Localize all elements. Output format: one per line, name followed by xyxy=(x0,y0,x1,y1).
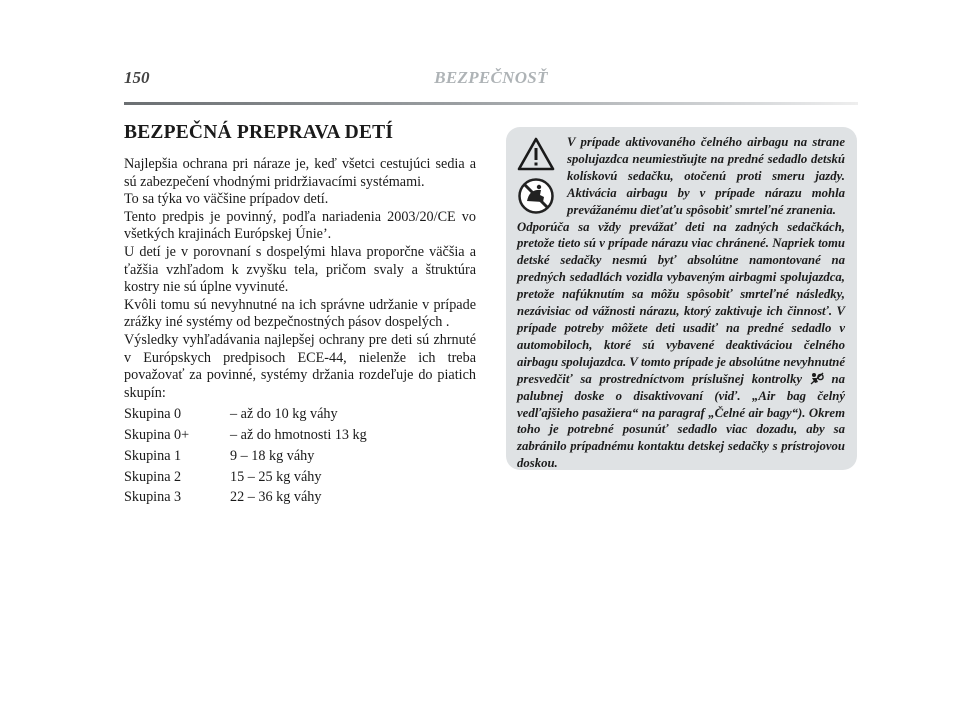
paragraph: Kvôli tomu sú nevyhnutné na ich správne udržanie v prípade zrážky iné systémy od bezpečnostných pásov dospelých . xyxy=(124,296,476,331)
group-row xyxy=(124,467,476,488)
paragraph: U detí je v porovnaní s dospelými hlava proporčne väčšia a ťažšia vzhľadom k zvyšku tela, pričom svaly a štruktúra kostry nie sú úplne vyvinuté. xyxy=(124,243,476,296)
warning-main: Odporúča sa vždy prevážať deti na zadných sedačkách, pretože tieto sú v prípade nárazu viac chránené. Napriek tomu detské sedačky nesmú byť absolútne namontované na predných sedadlách vozidla vybaveným airbagmi spolujazdca, pretože nafúknutím sa môžu spôsobiť smrteľné následky, nezávisiac od vážnosti nárazu, ktorý zaktivuje ich činnosť. V prípade potreby môžete deti usadiť na predné sedadlo v automobiloch, ktoré sú vybavené deaktiváciou čelného airbagu spolujazdca. V tomto prípade je absolútne nevyhnutné presvedčiť sa prostredníctvom príslušnej kontrolky xyxy=(517,219,845,386)
group-row xyxy=(124,446,476,467)
child-seat-groups xyxy=(124,404,476,508)
group-weight: – až do 10 kg váhy xyxy=(230,406,338,423)
page-number: 150 xyxy=(124,68,150,87)
warning-icons xyxy=(517,137,557,215)
warning-triangle-icon xyxy=(517,137,555,171)
page-header xyxy=(124,68,858,104)
airbag-off-icon xyxy=(810,372,824,385)
group-row xyxy=(124,488,476,509)
group-weight: 15 – 25 kg váhy xyxy=(230,468,322,485)
group-name: Skupina 2 xyxy=(124,468,182,485)
paragraph: To sa týka vo väčšine prípadov detí. xyxy=(124,191,329,208)
warning-text xyxy=(517,134,845,472)
main-column xyxy=(124,122,476,508)
warning-main-continued: na palubnej doske o disaktivovaní (viď. „Air bag čelný vedľajšieho pasažiera“ na paragraf „Čelné air bagy“). Okrem toho je potrebné posunúť sedadlo viac dozadu, aby sa zabránilo prípadnému kontaktu detskej sedačky s prístrojovou doskou. xyxy=(517,371,846,471)
paragraph: Najlepšia ochrana pri náraze je, keď všetci cestujúci sedia a sú zabezpečení vhodnými pridržiavacími systémami. xyxy=(124,156,476,190)
group-name: Skupina 3 xyxy=(124,489,182,506)
paragraph: Tento predpis je povinný, podľa nariadenia 2003/20/CE vo všetkých krajinách Európskej Únie’. xyxy=(124,208,476,243)
group-name: Skupina 1 xyxy=(124,447,182,464)
body-text xyxy=(124,156,476,402)
group-name: Skupina 0+ xyxy=(124,427,190,443)
running-title: BEZPEČNOSŤ xyxy=(434,68,548,87)
warning-box xyxy=(506,127,857,470)
group-weight: 22 – 36 kg váhy xyxy=(230,489,322,506)
warning-intro: V prípade aktivovaného čelného airbagu na strane spolujazdca neumiestňujte na predné sedadlo detskú kolískovú sedačku, otočenú proti smeru jazdy. Aktivácia airbagu by v prípade nárazu mohla prevážanému dieťaťu spôsobiť smrteľné zranenia. xyxy=(567,135,845,217)
header-rule xyxy=(124,102,858,105)
paragraph: Výsledky vyhľadávania najlepšej ochrany pre deti sú zhrnuté v Európskych predpisoch ECE-44, nielenže ich treba považovať za povinné, systémy držania rozdeľuje do piatich skupín: xyxy=(124,331,476,401)
group-weight: 9 – 18 kg váhy xyxy=(230,447,315,464)
group-name: Skupina 0 xyxy=(124,406,182,423)
group-row xyxy=(124,425,476,446)
no-rear-facing-child-seat-icon xyxy=(517,177,555,215)
section-title: BEZPEČNÁ PREPRAVA DETÍ xyxy=(124,122,394,143)
group-weight: – až do hmotnosti 13 kg xyxy=(230,427,367,443)
group-row xyxy=(124,404,476,425)
